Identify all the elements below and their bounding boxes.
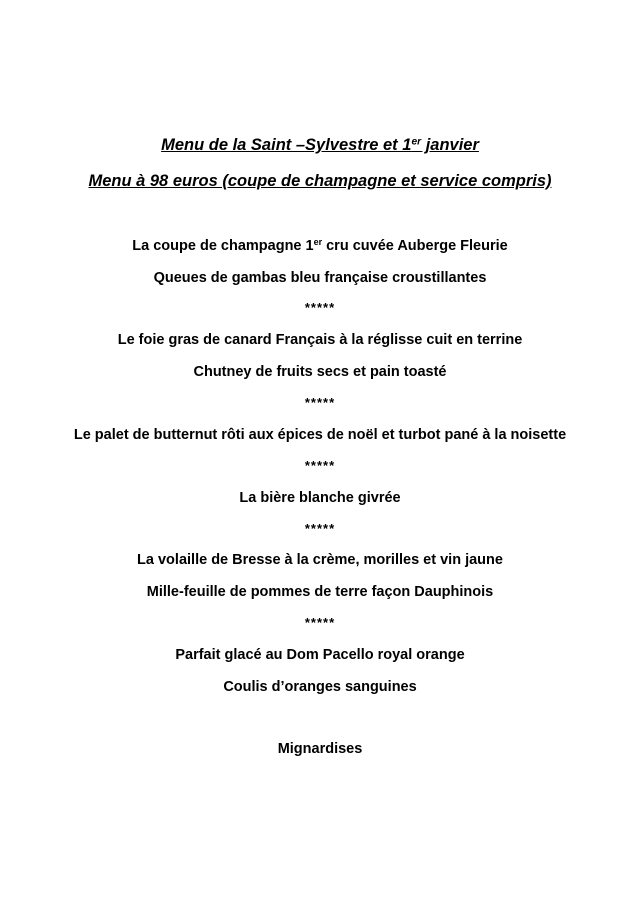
entree-chutney: Chutney de fruits secs et pain toasté: [193, 364, 447, 380]
aperitif-text: La coupe de champagne 1: [132, 238, 314, 254]
course-separator: *****: [304, 615, 336, 630]
aperitif-gambas: Queues de gambas bleu française croustillantes: [153, 270, 487, 286]
course-separator: *****: [304, 395, 336, 410]
plat-mille-feuille: Mille-feuille de pommes de terre façon Dauphinois: [146, 584, 494, 600]
menu-title-superscript: er: [411, 136, 422, 148]
entree-foie-gras: Le foie gras de canard Français à la réglisse cuit en terrine: [117, 332, 523, 348]
course-separator: *****: [304, 458, 336, 473]
aperitif-champagne: [0, 236, 640, 256]
dessert-coulis: Coulis d’oranges sanguines: [223, 679, 417, 695]
menu-title: [0, 134, 640, 156]
menu-title-text: Menu de la Saint –Sylvestre et 1: [161, 136, 412, 154]
aperitif-superscript: er: [313, 237, 323, 248]
course-separator: *****: [304, 300, 336, 315]
aperitif-text-end: cru cuvée Auberge Fleurie: [322, 238, 508, 254]
trou-course: La bière blanche givrée: [239, 490, 401, 506]
course-separator: *****: [304, 521, 336, 536]
poisson-course: Le palet de butternut rôti aux épices de noël et turbot pané à la noisette: [73, 427, 567, 443]
menu-price-title: Menu à 98 euros (coupe de champagne et service compris): [88, 172, 552, 190]
mignardises: Mignardises: [277, 741, 363, 757]
dessert-parfait: Parfait glacé au Dom Pacello royal orange: [175, 647, 465, 663]
menu-title-text-end: janvier: [421, 136, 479, 154]
plat-volaille: La volaille de Bresse à la crème, morilles et vin jaune: [137, 552, 503, 568]
